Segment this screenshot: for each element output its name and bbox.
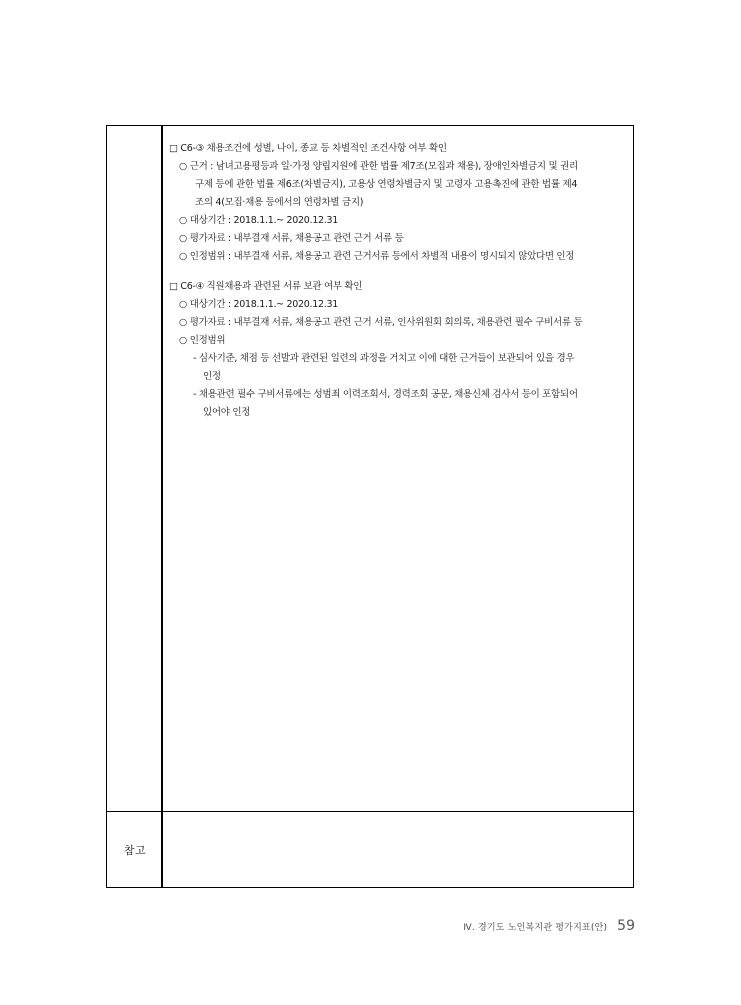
c6-4-scope-item-continued: 인정 xyxy=(203,371,221,382)
c6-4-scope-item: - 심사기준, 채점 등 선발과 관련된 일련의 과정을 거치고 이에 대한 근거들이 보관되어 있을 경우 xyxy=(193,353,575,364)
c6-4-period: ○ 대상기간 : 2018.1.1.~ 2020.12.31 xyxy=(179,299,338,310)
criteria-content xyxy=(169,140,629,422)
c6-3-materials: ○ 평가자료 : 내부결재 서류, 채용공고 관련 근거 서류 등 xyxy=(179,233,404,244)
c6-3-basis-continued: 구제 등에 관한 법률 제6조(차별금지), 고용상 연령차별금지 및 고령자 고용촉진에 관한 법률 제4 xyxy=(195,179,578,190)
c6-4-scope: ○ 인정범위 xyxy=(179,335,226,346)
c6-3-period: ○ 대상기간 : 2018.1.1.~ 2020.12.31 xyxy=(179,215,338,226)
c6-3-basis-continued: 조의 4(모집·채용 등에서의 연령차별 금지) xyxy=(195,197,364,208)
c6-4-scope-item-continued: 있어야 인정 xyxy=(203,407,251,418)
chapter-title: Ⅳ. 경기도 노인복지관 평가지표(안) xyxy=(463,923,608,933)
c6-3-basis-line: ○ 근거 : 남녀고용평등과 일·가정 양립지원에 관한 법률 제7조(모집과 채용), 장애인차별금지 및 권리 xyxy=(179,161,578,172)
section-gap xyxy=(169,266,629,278)
section-title-c6-4: □ C6-④ 직원채용과 관련된 서류 보관 여부 확인 xyxy=(169,281,363,292)
section-title-c6-3: □ C6-③ 채용조건에 성별, 나이, 종교 등 차별적인 조건사항 여부 확인 xyxy=(169,143,447,154)
reference-label: 참고 xyxy=(123,844,147,857)
c6-4-materials: ○ 평가자료 : 내부결재 서류, 채용공고 관련 근거 서류, 인사위원회 회의록, 채용관련 필수 구비서류 등 xyxy=(179,317,583,328)
c6-4-scope-item: - 채용관련 필수 구비서류에는 성범죄 이력조회서, 경력조회 공문, 채용신체 검사서 등이 포함되어 xyxy=(193,389,578,400)
page-footer xyxy=(463,918,635,934)
label-column xyxy=(107,126,163,887)
c6-3-scope: ○ 인정범위 : 내부결재 서류, 채용공고 관련 근거서류 등에서 차별적 내용이 명시되지 않았다면 인정 xyxy=(179,251,575,262)
page-number: 59 xyxy=(617,918,635,934)
evaluation-table xyxy=(106,125,634,888)
row-divider xyxy=(107,811,633,812)
